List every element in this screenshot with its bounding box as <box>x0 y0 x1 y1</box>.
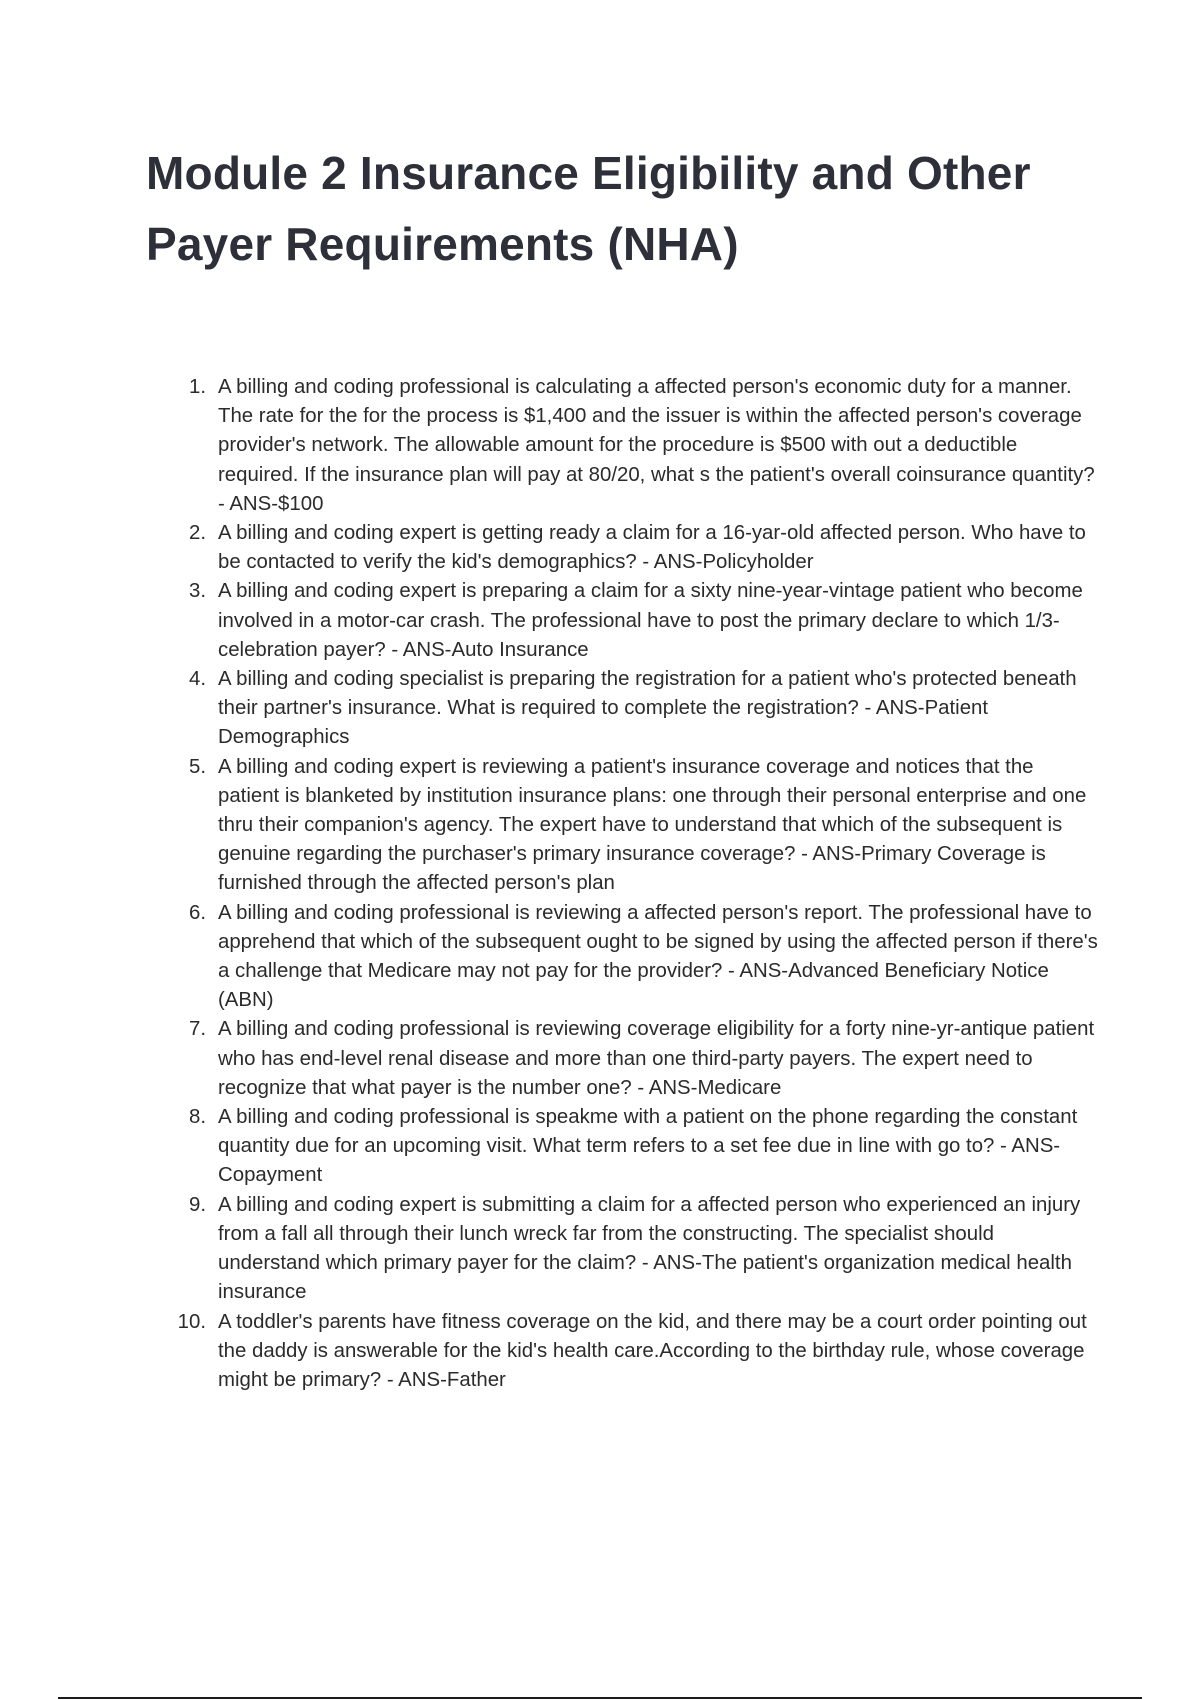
list-item <box>188 373 1098 519</box>
list-item <box>188 1015 1098 1103</box>
list-item-number: 8. <box>188 1106 206 1129</box>
list-item-text: A billing and coding professional is reviewing a affected person's report. The professional have to apprehend that which of the subsequent ought to be signed by using the affected person if there's a challenge that Medicare may not pay for the provider? - ANS-Advanced Beneficiary Notice (ABN) <box>218 901 1098 1012</box>
list-item-number: 4. <box>188 668 206 691</box>
list-item-text: A billing and coding professional is speakme with a patient on the phone regarding the constant quantity due for an upcoming visit. What term refers to a set fee due in line with go to? - ANS-Copayment <box>218 1106 1078 1187</box>
list-item-text: A billing and coding expert is submitting a claim for a affected person who experienced an injury from a fall all through their lunch wreck far from the constructing. The specialist should understand which primary payer for the claim? - ANS-The patient's organization medical health insurance <box>218 1193 1081 1304</box>
list-item <box>188 665 1098 753</box>
page-divider <box>58 1697 1142 1699</box>
page-title: Module 2 Insurance Eligibility and Other Payer Requirements (NHA) <box>146 147 1031 270</box>
list-item-number: 5. <box>188 755 206 778</box>
list-item-text: A billing and coding expert is getting ready a claim for a 16-yar-old affected person. Who have to be contacted to verify the kid's demographics? - ANS-Policyholder <box>218 522 1086 574</box>
list-item-text: A billing and coding expert is preparing a claim for a sixty nine-year-vintage patient who become involved in a motor-car crash. The professional have to post the primary declare to which 1/3-celebration payer? - ANS-Auto Insurance <box>218 580 1083 661</box>
list-item <box>188 1103 1098 1191</box>
list-item <box>188 753 1098 899</box>
list-item <box>188 899 1098 1016</box>
list-item-text: A billing and coding specialist is preparing the registration for a patient who's protected beneath their partner's insurance. What is required to complete the registration? - ANS-Patient Demographics <box>218 668 1077 749</box>
list-item-number: 1. <box>188 376 206 398</box>
list-item-number: 9. <box>188 1193 206 1216</box>
list-item <box>188 519 1098 577</box>
list-item-number: 3. <box>188 580 206 603</box>
list-item-text: A billing and coding professional is reviewing coverage eligibility for a forty nine-yr-antique patient who has end-level renal disease and more than one third-party payers. The expert need to recognize that what payer is the number one? - ANS-Medicare <box>218 1018 1095 1099</box>
list-item-text: A billing and coding professional is calculating a affected person's economic duty for a manner. The rate for the for the process is $1,400 and the issuer is within the affected person's coverage provider's network. The allowable amount for the procedure is $500 with out a deductible required. If the insurance plan will pay at 80/20, what s the patient's overall coinsurance quantity? - ANS-$100 <box>218 376 1095 515</box>
list-item <box>188 577 1098 665</box>
list-item-number: 7. <box>188 1018 206 1041</box>
list-item-number: 6. <box>188 901 206 924</box>
list-item <box>177 1308 1098 1396</box>
question-list <box>177 373 1098 1395</box>
list-item <box>188 1191 1098 1308</box>
list-item-text: A toddler's parents have fitness coverage on the kid, and there may be a court order pointing out the daddy is answerable for the kid's health care.According to the birthday rule, whose coverage might be primary? - ANS-Father <box>218 1310 1087 1391</box>
list-item-text: A billing and coding expert is reviewing a patient's insurance coverage and notices that the patient is blanketed by institution insurance plans: one through their personal enterprise and one thru their companion's agency. The expert have to understand that which of the subsequent is genuine regarding the purchaser's primary insurance coverage? - ANS-Primary Coverage is furnished through the affected person's plan <box>218 755 1087 895</box>
list-item-number: 10. <box>177 1310 206 1333</box>
list-item-number: 2. <box>188 522 206 545</box>
